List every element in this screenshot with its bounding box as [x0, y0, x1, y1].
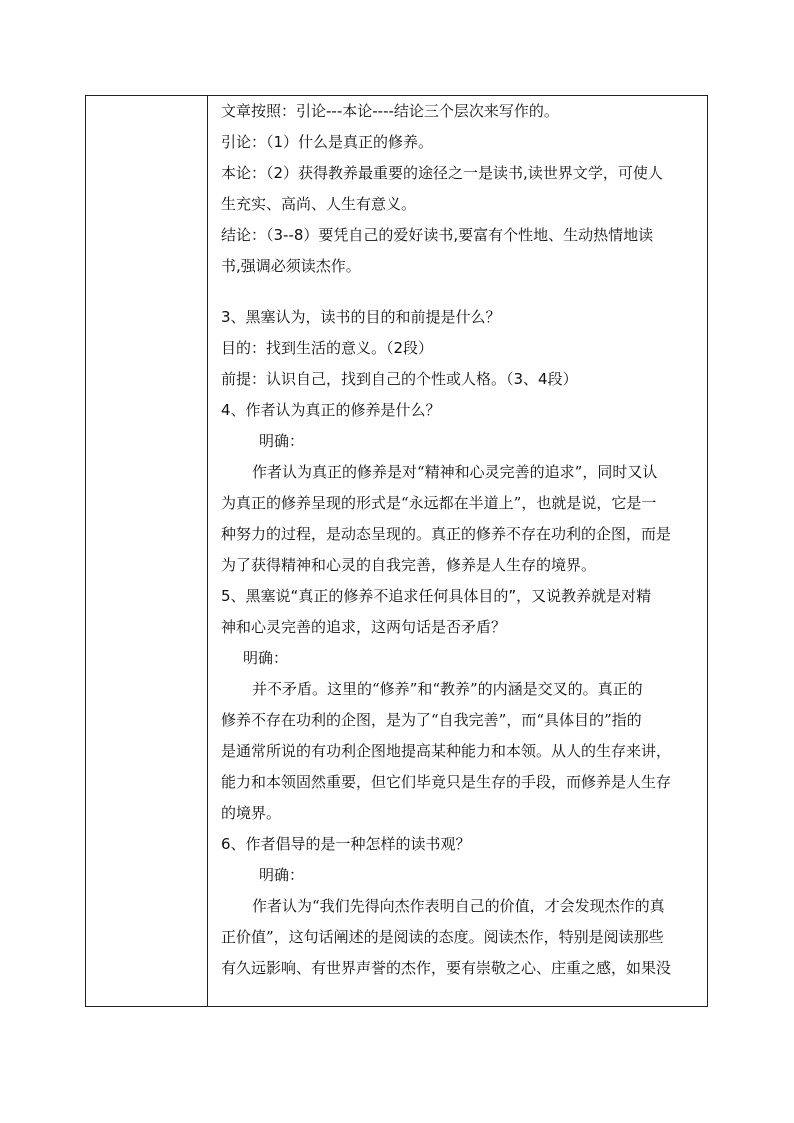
q5-answer-line-1: 并不矛盾。这里的“修养”和“教养”的内涵是交叉的。真正的: [252, 680, 643, 698]
q4-answer-line-2: 为真正的修养呈现的形式是“永远都在半道上”，也就是说，它是一: [221, 494, 657, 512]
q3-premise: 前提：认识自己，找到自己的个性或人格。（3、4段）: [221, 370, 578, 388]
jielun-line-2: 书,强调必须读杰作。: [221, 257, 361, 275]
q6-answer-line-2: 正价值”，这句话阐述的是阅读的态度。阅读杰作，特别是阅读那些: [221, 928, 664, 946]
q6-question: 6、作者倡导的是一种怎样的读书观？: [221, 835, 471, 853]
q5-question-line-1: 5、黑塞说“真正的修养不追求任何具体目的”，又说教养就是对精: [221, 587, 652, 605]
blank-gap: [221, 282, 701, 302]
column-divider: [207, 96, 208, 1006]
q4-answer-line-1: 作者认为真正的修养是对“精神和心灵完善的追求”，同时又认: [252, 463, 658, 481]
q5-answer-line-2: 修养不存在功利的企图，是为了“自我完善”，而“具体目的”指的: [221, 711, 642, 729]
left-column-cell: [86, 96, 207, 1006]
q5-answer-line-5: 的境界。: [221, 804, 282, 822]
q6-label: 明确：: [259, 866, 305, 884]
content-cell: [221, 96, 701, 984]
structure-intro: 文章按照：引论---本论----结论三个层次来写作的。: [221, 102, 559, 120]
q6-answer-line-3: 有久远影响、有世界声誉的杰作，要有崇敬之心、庄重之感，如果没: [221, 959, 672, 977]
q6-answer-line-1: 作者认为“我们先得向杰作表明自己的价值，才会发现杰作的真: [252, 897, 665, 915]
q4-label: 明确：: [259, 432, 305, 450]
q5-answer-line-4: 能力和本领固然重要，但它们毕竟只是生存的手段，而修养是人生存: [221, 773, 672, 791]
jielun-line-1: 结论：（3--8）要凭自己的爱好读书,要富有个性地、生动热情地读: [221, 226, 654, 244]
lesson-table: [85, 95, 708, 1007]
q4-answer-line-4: 为了获得精神和心灵的自我完善，修养是人生存的境界。: [221, 556, 597, 574]
q3-purpose: 目的：找到生活的意义。（2段）: [221, 339, 434, 357]
benlun-line-1: 本论：（2）获得教养最重要的途径之一是读书,读世界文学，可使人: [221, 164, 663, 182]
q4-question: 4、作者认为真正的修养是什么？: [221, 401, 441, 419]
q5-question-line-2: 神和心灵完善的追求，这两句话是否矛盾？: [221, 618, 507, 636]
q4-answer-line-3: 种努力的过程，是动态呈现的。真正的修养不存在功利的企图，而是: [221, 525, 672, 543]
q5-answer-line-3: 是通常所说的有功利企图地提高某种能力和本领。从人的生存来讲，: [221, 742, 672, 760]
yinlun-line: 引论：（1）什么是真正的修养。: [221, 133, 434, 151]
q3-question: 3、黑塞认为，读书的目的和前提是什么？: [221, 308, 501, 326]
benlun-line-2: 生充实、高尚、人生有意义。: [221, 195, 417, 213]
q5-label: 明确：: [243, 649, 289, 667]
